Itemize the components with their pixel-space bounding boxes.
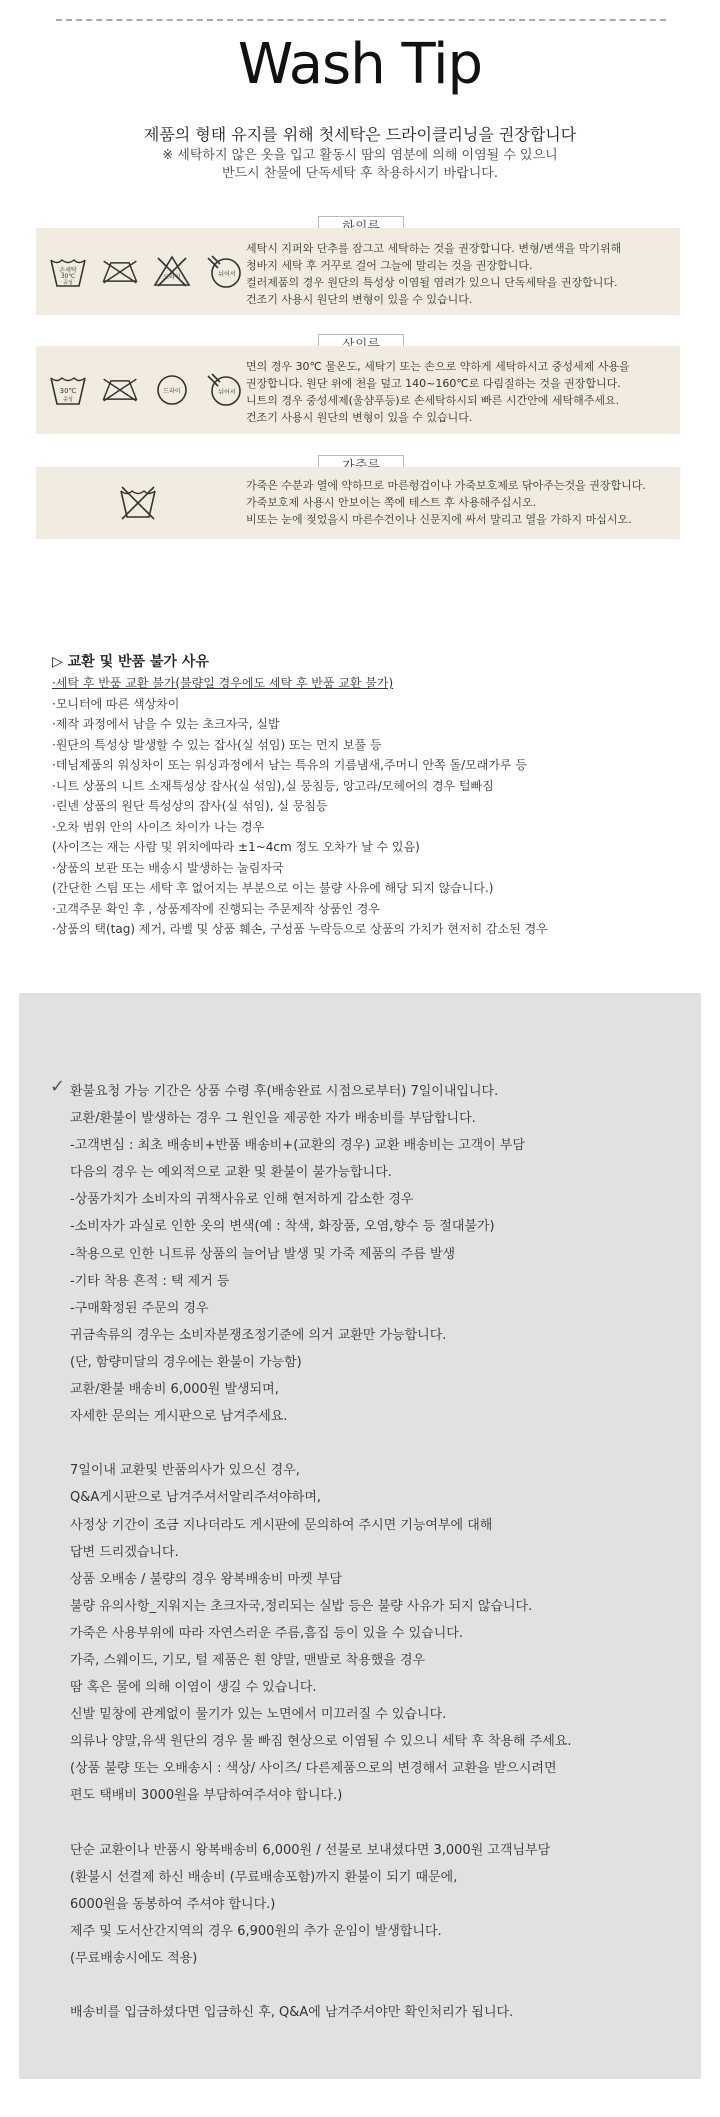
no-bleach-icon [100, 252, 140, 292]
wash-30-icon [48, 370, 88, 410]
category-panel-bottoms [36, 228, 680, 315]
dryclean-icon-text: 드라이 [163, 273, 181, 281]
policy-line: Q&A게시판으로 남겨주셔서알리주셔야하며, [70, 1490, 322, 1506]
wash-icon-text-neutral: 중성 [63, 397, 73, 403]
policy-line: (상품 불량 또는 오배송시 : 색상/ 사이즈/ 다른제품으로의 변경해서 교환을 받으시려면 [70, 1761, 557, 1777]
wash-icon-text-temp: 30℃ [60, 272, 76, 280]
list-item: ·린넨 상품의 원단 특성상의 잡사(실 섞임), 실 뭉침등 [52, 799, 328, 813]
text-line: 건조기 사용시 원단의 변형이 있을 수 있습니다. [246, 293, 473, 306]
check-icon: ✓ [50, 1076, 66, 1097]
wash-icon-text-hand: 손세탁 [59, 266, 77, 274]
page-title: Wash Tip [237, 32, 483, 97]
policy-list [70, 1078, 572, 2026]
policy-line: 불량 유의사항_지워지는 초크자국,정리되는 실밥 등은 불량 사유가 되지 않습니다. [70, 1598, 533, 1614]
policy-line: 귀금속류의 경우는 소비자분쟁조정기준에 의거 교환만 가능합니다. [70, 1327, 447, 1343]
list-item: ·상품의 보관 또는 배송시 발생하는 눌림자국 [52, 860, 284, 875]
exchange-heading: ▷ 교환 및 반품 불가 사유 [52, 654, 209, 670]
policy-line: -상품가치가 소비자의 귀책사유로 인해 현저하게 감소한 경우 [70, 1192, 414, 1208]
no-bleach-icon [100, 370, 140, 410]
dryclean-icon-text: 드라이 [163, 388, 181, 395]
policy-line: 사정상 기간이 조금 지나더라도 게시판에 문의하여 주시면 기능여부에 대해 [70, 1517, 493, 1533]
category-panel-tops [36, 346, 680, 434]
category-text-tops [246, 358, 630, 426]
policy-line: 다음의 경우 는 예외적으로 교환 및 환불이 불가능합니다. [70, 1165, 392, 1181]
policy-line: 답변 드리겠습니다. [70, 1544, 179, 1560]
text-line: 비또는 눈에 젖었을시 마른수건이나 신문지에 싸서 말리고 열을 가하지 마십시오. [246, 513, 632, 526]
policy-line: 가죽, 스웨이드, 기모, 털 제품은 흰 양말, 맨발로 착용했을 경우 [70, 1652, 426, 1668]
text-line: 건조기 사용시 원단의 변형이 있을 수 있습니다. [246, 411, 473, 424]
shade-dry-icon-text: 뉘어서 [218, 270, 236, 278]
policy-line: -구매확정된 주문의 경우 [70, 1300, 209, 1316]
policy-line: 배송비를 입금하셨다면 입금하신 후, Q&A에 남겨주셔야만 확인처리가 됩니다. [70, 2005, 514, 2021]
shade-dry-icon [204, 252, 244, 292]
category-text-leather [246, 477, 646, 528]
category-text-bottoms [246, 240, 621, 308]
list-item: ·제작 과정에서 남을 수 있는 초크자국, 실밥 [52, 717, 280, 731]
list-item: ·원단의 특성상 발생할 수 있는 잡사(실 섞임) 또는 먼지 보풀 등 [52, 737, 382, 752]
list-item: ·데님제품의 워싱차이 또는 워싱과정에서 남는 특유의 기름냄새,주머니 안쪽 돌/모래가루 등 [52, 758, 527, 772]
exchange-list [52, 673, 548, 940]
policy-line [70, 1972, 572, 1999]
policy-line: 편도 택배비 3000원을 부담하여주셔야 합니다.) [70, 1788, 343, 1804]
no-dryclean-icon [152, 252, 192, 292]
policy-line: (단, 함량미달의 경우에는 환불이 가능함) [70, 1354, 302, 1370]
wash-30-icon [48, 252, 88, 292]
no-wash-icon [118, 483, 158, 523]
policy-line: -기타 착용 흔적 : 택 제거 등 [70, 1273, 230, 1289]
list-item: ·고객주문 확인 후 , 상품제작에 진행되는 주문제작 상품인 경우 [52, 901, 380, 916]
text-line: 면의 경우 30℃ 물온도, 세탁기 또는 손으로 약하게 세탁하시고 중성세제 사용을 [246, 360, 630, 373]
list-item: ·세탁 후 반품 교환 불가(불량일 경우에도 세탁 후 반품 교환 불가) [52, 676, 394, 690]
policy-line: 가죽은 사용부위에 따라 자연스러운 주름,흠집 등이 있을 수 있습니다. [70, 1625, 463, 1641]
top-divider [56, 19, 666, 21]
wash-note-line2: 반드시 찬물에 단독세탁 후 착용하시기 바랍니다. [222, 166, 498, 181]
list-item: ·오차 범위 안의 사이즈 차이가 나는 경우 [52, 819, 265, 834]
wash-note [0, 147, 720, 183]
list-item: (간단한 스팀 또는 세탁 후 없어지는 부분으로 이는 불량 사유에 해당 되지 않습니다.) [52, 881, 494, 895]
policy-line: -착용으로 인한 니트류 상품의 늘어남 발생 및 가죽 제품의 주름 발생 [70, 1246, 456, 1262]
policy-line: 교환/환불이 발생하는 경우 그 원인을 제공한 자가 배송비를 부담합니다. [70, 1111, 476, 1127]
shade-dry-icon [204, 370, 244, 410]
list-item: ·니트 상품의 니트 소재특성상 잡사(실 섞임),실 뭉침등, 앙고라/모헤어의 경우 털빠짐 [52, 778, 494, 793]
page-subtitle: 제품의 형태 유지를 위해 첫세탁은 드라이클리닝을 권장합니다 [143, 125, 577, 144]
wash-icon-text-neutral: 중성 [63, 279, 73, 286]
policy-line: -소비자가 과실로 인한 옷의 변색(예 : 착색, 화장품, 오염,향수 등 절대불가) [70, 1219, 495, 1235]
policy-line: 상품 오배송 / 불량의 경우 왕복배송비 마켓 부담 [70, 1571, 342, 1587]
text-line: 청바지 세탁 후 거꾸로 걸어 그늘에 말리는 것을 권장합니다. [246, 259, 533, 272]
policy-line: 땀 혹은 물에 의해 이염이 생길 수 있습니다. [70, 1680, 317, 1696]
policy-line: -고객변심 : 최초 배송비+반품 배송비+(교환의 경우) 교환 배송비는 고객이 부담 [70, 1138, 525, 1154]
text-line: 가죽보호제 사용시 안보이는 쪽에 테스트 후 사용해주십시오. [246, 496, 537, 509]
category-panel-leather [36, 467, 680, 539]
text-line: 컬러제품의 경우 원단의 특성상 이염될 염려가 있으니 단독세탁을 권장합니다. [246, 276, 618, 289]
policy-line [70, 1810, 572, 1837]
text-line: 권장합니다. 원단 위에 천을 덮고 140~160℃로 다림질하는 것을 권장합니다. [246, 377, 621, 390]
policy-line: 신발 밑창에 관계없이 물기가 있는 노면에서 미끄러질 수 있습니다. [70, 1707, 447, 1723]
policy-line: 7일이내 교환및 반품의사가 있으신 경우, [70, 1463, 300, 1479]
policy-line: 제주 및 도서산간지역의 경우 6,900원의 추가 운임이 발생합니다. [70, 1923, 442, 1939]
policy-line: 교환/환불 배송비 6,000원 발생되며, [70, 1382, 279, 1398]
shade-dry-icon-text: 뉘어서 [218, 389, 236, 396]
list-item: ·모니터에 따른 색상차이 [52, 696, 180, 711]
policy-line [70, 1430, 572, 1457]
wash-note-line1: ※ 세탁하지 않은 옷을 입고 활동시 땀의 염분에 의해 이염될 수 있으니 [162, 148, 558, 163]
list-item: ·상품의 택(tag) 제거, 라벨 및 상품 훼손, 구성품 누락등으로 상품의 가치가 현저히 감소된 경우 [52, 922, 548, 936]
policy-line: 의류나 양말,유색 원단의 경우 물 빠짐 현상으로 이염될 수 있으니 세탁 후 착용해 주세요. [70, 1734, 572, 1750]
policy-line: 환불요청 가능 기간은 상품 수령 후(배송완료 시점으로부터) 7일이내입니다. [70, 1084, 499, 1099]
text-line: 세탁시 지퍼와 단추를 잠그고 세탁하는 것을 권장합니다. 변형/변색을 막기위해 [246, 242, 622, 255]
policy-line: 자세한 문의는 게시판으로 남겨주세요. [70, 1409, 288, 1425]
wash-icon-text-temp: 30℃ [59, 387, 77, 395]
text-line: 가죽은 수분과 열에 약하므로 마른헝겁이나 가죽보호제로 닦아주는것을 권장합니다. [246, 479, 646, 492]
policy-line: 단순 교환이나 반품시 왕복배송비 6,000원 / 선불로 보내셨다면 3,000원 고객님부담 [70, 1842, 551, 1858]
policy-line: 6000원을 동봉하여 주셔야 합니다.) [70, 1896, 276, 1912]
policy-line: (환불시 선결제 하신 배송비 (무료배송포함)까지 환불이 되기 때문에, [70, 1869, 458, 1885]
list-item: (사이즈는 재는 사람 및 위치에따라 ±1~4cm 정도 오차가 날 수 있음) [52, 840, 420, 854]
policy-line: (무료배송시에도 적용) [70, 1951, 198, 1966]
text-line: 니트의 경우 중성세제(울샴푸등)로 손세탁하시되 빠른 시간안에 세탁해주세요. [246, 394, 620, 407]
dryclean-icon [152, 370, 192, 410]
